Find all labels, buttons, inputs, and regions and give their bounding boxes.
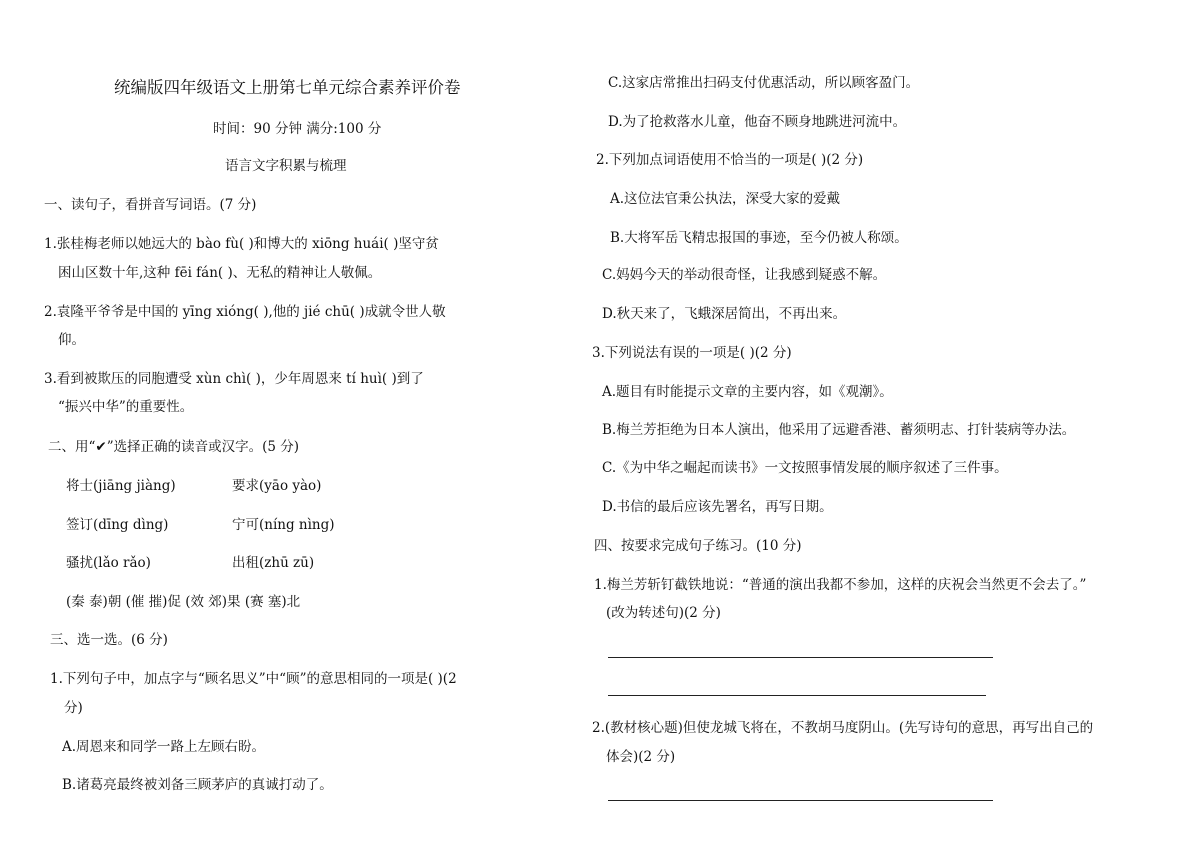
s4-q2-line1: 2.(教材核心题)但使龙城飞将在，不教胡马度阴山。(先写诗句的意思，再写出自己的 xyxy=(592,720,1094,736)
s3-q3-option-a: A.题目有时能提示文章的主要内容，如《观潮》。 xyxy=(602,384,893,400)
exam-meta: 时间：90 分钟 满分:100 分 xyxy=(213,121,382,137)
s4-q1-line1: 1.梅兰芳斩钉截铁地说：“普通的演出我都不参加，这样的庆祝会当然更不会去了。” xyxy=(594,577,1087,593)
s3-q3-option-c: C.《为中华之崛起而读书》一文按照事情发展的顺序叙述了三件事。 xyxy=(602,460,1008,476)
s2-pair-1a: 将士(jiāng jiàng) xyxy=(66,478,176,494)
s3-q1-line1: 1.下列句子中，加点字与“顾名思义”中“顾”的意思相同的一项是( )(2 xyxy=(50,671,457,687)
s1-q3-line1: 3.看到被欺压的同胞遭受 xùn chì( )，少年周恩来 tí huì( )到了 xyxy=(44,371,424,387)
s3-q2: 2.下列加点词语使用不恰当的一项是( )(2 分) xyxy=(596,152,864,168)
s1-q2-line2: 仰。 xyxy=(58,332,85,348)
s2-pair-3a: 骚扰(lǎo rǎo) xyxy=(66,555,151,571)
section-3-heading: 三、选一选。(6 分) xyxy=(50,632,168,648)
s4-q1-answer-line-2[interactable] xyxy=(608,695,986,696)
s4-q2-answer-line-1[interactable] xyxy=(608,800,993,801)
s3-q3: 3.下列说法有误的一项是( )(2 分) xyxy=(592,345,792,361)
s3-q1-line2: 分) xyxy=(64,700,83,716)
s3-q2-option-b: B.大将军岳飞精忠报国的事迹，至今仍被人称颂。 xyxy=(610,230,908,246)
exam-title: 统编版四年级语文上册第七单元综合素养评价卷 xyxy=(114,78,461,97)
s2-pair-2b: 宁可(níng nìng) xyxy=(232,517,335,533)
s4-q1-answer-line-1[interactable] xyxy=(608,657,993,658)
s3-q2-option-c: C.妈妈今天的举动很奇怪，让我感到疑惑不解。 xyxy=(602,267,887,283)
s3-q1-option-a: A.周恩来和同学一路上左顾右盼。 xyxy=(62,739,266,755)
s1-q3-line2: “振兴中华”的重要性。 xyxy=(58,399,194,415)
section-1-heading: 一、读句子，看拼音写词语。(7 分) xyxy=(44,197,257,213)
s1-q1-line2: 困山区数十年,这种 fēi fán( )、无私的精神让人敬佩。 xyxy=(58,265,382,281)
s3-q3-option-b: B.梅兰芳拒绝为日本人演出，他采用了远避香港、蓄须明志、打针装病等办法。 xyxy=(602,422,1076,438)
s3-q1-option-b: B.诸葛亮最终被刘备三顾茅庐的真诚打动了。 xyxy=(62,777,333,793)
s2-pair-3b: 出租(zhū zū) xyxy=(232,555,315,571)
section-2-heading: 二、用“✔”选择正确的读音或汉字。(5 分) xyxy=(48,439,300,455)
s4-q1-line2: (改为转述句)(2 分) xyxy=(606,605,721,621)
s1-q2-line1: 2.袁隆平爷爷是中国的 yīng xióng( ),他的 jié chū( )成就令世人敬 xyxy=(44,304,446,320)
s4-q2-line2: 体会)(2 分) xyxy=(606,749,676,765)
s3-q1-option-d: D.为了抢救落水儿童，他奋不顾身地跳进河流中。 xyxy=(608,114,907,130)
s2-pair-2a: 签订(dīng dìng) xyxy=(66,517,169,533)
s1-q1-line1: 1.张桂梅老师以她远大的 bào fù( )和博大的 xiōng huái( )坚守贫 xyxy=(44,236,439,252)
s2-char-choices: (秦 泰)朝 (催 摧)促 (效 郊)果 (赛 塞)北 xyxy=(66,594,301,610)
s3-q1-option-c: C.这家店常推出扫码支付优惠活动，所以顾客盈门。 xyxy=(608,75,920,91)
s2-pair-1b: 要求(yāo yào) xyxy=(232,478,322,494)
section-subtitle: 语言文字积累与梳理 xyxy=(225,158,347,174)
s3-q3-option-d: D.书信的最后应该先署名，再写日期。 xyxy=(602,499,833,515)
s3-q2-option-d: D.秋天来了，飞蛾深居简出，不再出来。 xyxy=(602,306,847,322)
s3-q2-option-a: A.这位法官秉公执法，深受大家的爱戴 xyxy=(610,191,841,207)
section-4-heading: 四、按要求完成句子练习。(10 分) xyxy=(594,538,802,554)
